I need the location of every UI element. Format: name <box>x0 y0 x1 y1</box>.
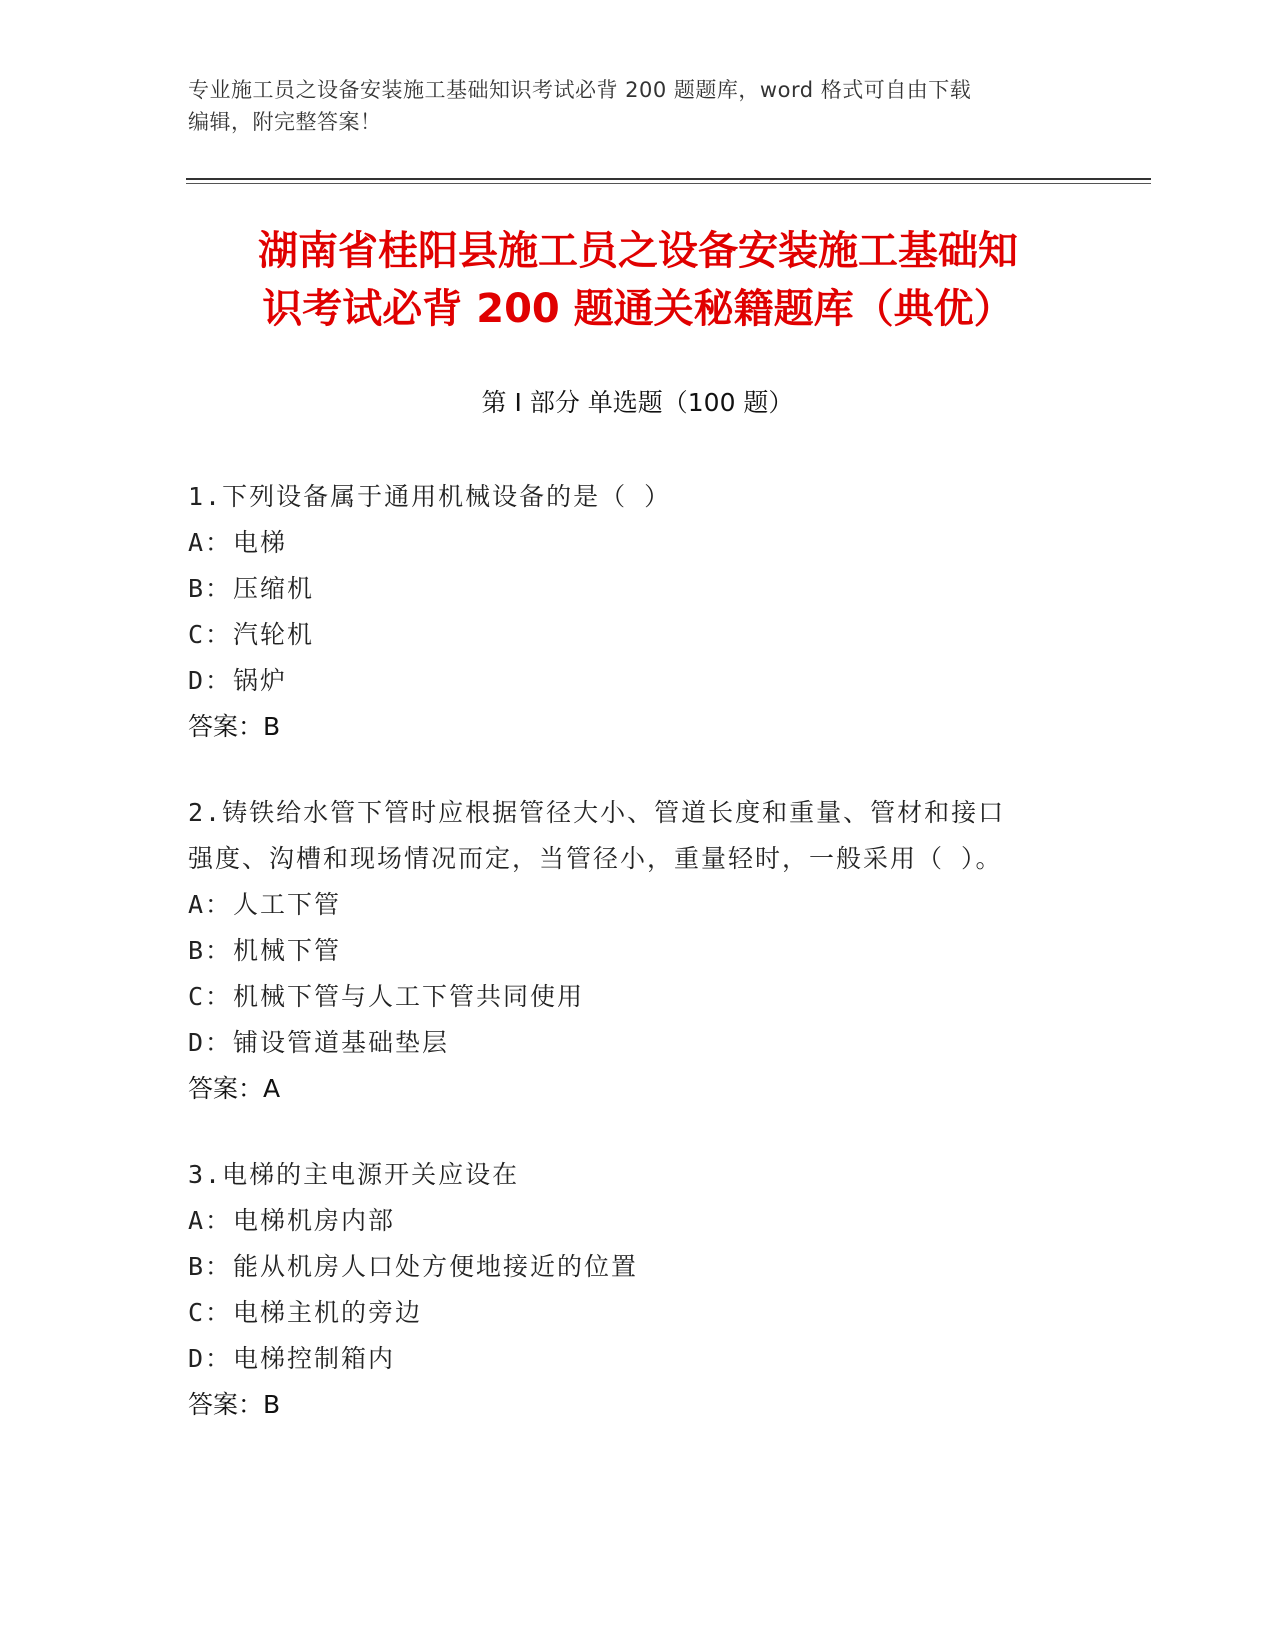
option-text: 电梯控制箱内 <box>233 1344 396 1373</box>
option-text: 机械下管 <box>233 936 342 965</box>
option-key: D： <box>188 666 233 695</box>
question-stem: 1.下列设备属于通用机械设备的是（ ） <box>188 482 672 511</box>
option-key: B： <box>188 574 233 603</box>
question-2 <box>188 790 1088 1112</box>
option-c <box>188 974 1088 1020</box>
question-3 <box>188 1152 1088 1428</box>
option-text: 人工下管 <box>233 890 342 919</box>
option-c <box>188 1290 1088 1336</box>
answer: 答案：B <box>188 712 281 741</box>
option-text: 电梯机房内部 <box>233 1206 396 1235</box>
option-a <box>188 1198 1088 1244</box>
option-key: D： <box>188 1028 233 1057</box>
option-key: A： <box>188 528 233 557</box>
header-note-line-2: 编辑，附完整答案！ <box>188 110 382 134</box>
option-a <box>188 520 1088 566</box>
option-text: 机械下管与人工下管共同使用 <box>233 982 585 1011</box>
option-text: 锅炉 <box>233 666 288 695</box>
section-heading: 第 I 部分 单选题（100 题） <box>481 388 794 417</box>
option-text: 汽轮机 <box>233 620 315 649</box>
document-title-line-2: 识考试必背 200 题通关秘籍题库（典优） <box>262 286 1014 332</box>
option-key: A： <box>188 890 233 919</box>
option-key: C： <box>188 620 233 649</box>
question-list <box>188 474 1088 1468</box>
option-d <box>188 658 1088 704</box>
header-divider-thick <box>186 178 1151 180</box>
header-note-line-1: 专业施工员之设备安装施工基础知识考试必背 200 题题库，word 格式可自由下载 <box>188 78 972 102</box>
question-stem-continued: 强度、沟槽和现场情况而定，当管径小，重量轻时，一般采用（ ）。 <box>188 844 1003 873</box>
option-key: D： <box>188 1344 233 1373</box>
option-key: A： <box>188 1206 233 1235</box>
document-title <box>188 222 1088 338</box>
option-d <box>188 1020 1088 1066</box>
option-c <box>188 612 1088 658</box>
option-text: 能从机房人口处方便地接近的位置 <box>233 1252 639 1281</box>
question-stem: 2.铸铁给水管下管时应根据管径大小、管道长度和重量、管材和接口 <box>188 798 1006 827</box>
option-a <box>188 882 1088 928</box>
header-note <box>188 74 1068 138</box>
option-key: B： <box>188 1252 233 1281</box>
option-text: 压缩机 <box>233 574 315 603</box>
option-key: B： <box>188 936 233 965</box>
document-title-line-1: 湖南省桂阳县施工员之设备安装施工基础知 <box>258 228 1018 274</box>
option-d <box>188 1336 1088 1382</box>
answer: 答案：A <box>188 1074 281 1103</box>
option-b <box>188 1244 1088 1290</box>
question-1 <box>188 474 1088 750</box>
header-divider-thin <box>186 183 1151 184</box>
answer: 答案：B <box>188 1390 281 1419</box>
option-b <box>188 566 1088 612</box>
option-text: 电梯 <box>233 528 288 557</box>
option-key: C： <box>188 982 233 1011</box>
option-key: C： <box>188 1298 233 1327</box>
question-stem: 3.电梯的主电源开关应设在 <box>188 1160 520 1189</box>
option-text: 铺设管道基础垫层 <box>233 1028 450 1057</box>
option-text: 电梯主机的旁边 <box>233 1298 423 1327</box>
option-b <box>188 928 1088 974</box>
